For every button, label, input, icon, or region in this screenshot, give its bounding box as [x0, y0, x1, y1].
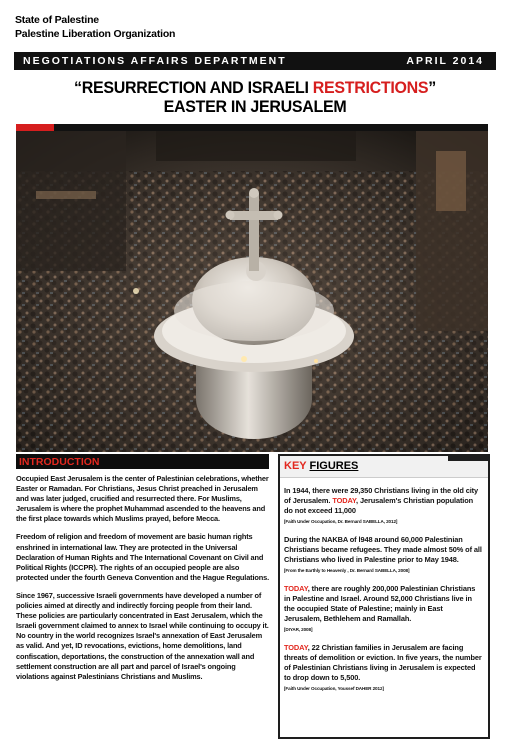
hero-photo-crowd-around-shrine	[16, 131, 488, 452]
department-name: NEGOTIATIONS AFFAIRS DEPARTMENT	[23, 55, 287, 67]
title-line1-post: ”	[428, 79, 436, 98]
key-figure-item	[284, 584, 482, 633]
fact-text: , Jerusalem's Christian population do not exceed 11,000	[284, 496, 474, 515]
key-figures-box	[278, 454, 490, 739]
fact-source: [DIYAR, 2008]	[284, 627, 313, 632]
org-line-state: State of Palestine	[15, 14, 99, 26]
introduction-header	[16, 454, 269, 469]
key-figures-heading-figures: FIGURES	[309, 460, 359, 472]
introduction-paragraph: Freedom of religion and freedom of movement are basic human rights enshrined in international law. They are protected in the Universal Declaration of Human Rights and The International Covenant on Civil and Political Rights (ICCPR). The rights of an occupied people are also protected under the fourth Geneva Convention and the Hague Regulations.	[16, 532, 269, 582]
fact-source: [Faith Under Occupation, Youssef DAHER 2012]	[284, 686, 384, 691]
department-band	[14, 52, 496, 70]
organization-header	[15, 13, 175, 41]
fact-today: TODAY	[332, 496, 357, 505]
key-figure-item	[284, 643, 482, 692]
fact-text: , 22 Christian families in Jerusalem are facing threats of demolition or eviction. In five years, the number of Palestinian Christians living in Jerusalem is expected to drop down to 5,500.	[284, 643, 482, 682]
org-line-plo: Palestine Liberation Organization	[15, 28, 176, 40]
introduction-column	[16, 454, 269, 682]
publication-date: APRIL 2014	[406, 55, 484, 67]
document-title-line2: EASTER IN JERUSALEM	[163, 98, 347, 117]
document-title-line1	[14, 79, 496, 99]
fact-text: In 1944, there were 29,350 Christians living in the old city of Jerusalem.	[284, 486, 479, 505]
fact-source: [Faith Under Occupation, Dr. Bernard SABELLA, 2012]	[284, 519, 398, 524]
key-figures-heading-key: KEY	[284, 460, 307, 472]
introduction-paragraph: Since 1967, successive Israeli governments have developed a number of policies aimed at directly and indirectly forcing people from their land. These policies are particularly concentrated in East Jerusalem, which the Israeli government claimed to annex to Israel while continuing to occupy it. No country in the world recognizes Israel's annexation of East Jerusalem as valid. And yet, ID revocations, evictions, home demolitions, land confiscation, deportations, the construction of the annexation wall and settlement construction are all part and parcel of Israel's ongoing violations against Palestinians Christians and Muslims.	[16, 590, 269, 681]
title-line1-pre: “RESURRECTION AND ISRAELI	[74, 79, 313, 98]
title-highlight: RESTRICTIONS	[312, 79, 429, 98]
fact-text: , there are roughly 200,000 Palestinian Christians in Palestine and Israel. Around 52,000 Christians live in the occupied State of Palestine; mainly in East Jerusalem, Bethlehem and Ramallah.	[284, 584, 476, 623]
key-figures-header	[280, 456, 488, 478]
fact-today: TODAY	[284, 584, 308, 593]
introduction-body	[16, 474, 269, 682]
photo-top-bar	[16, 124, 488, 131]
fact-text: During the NAKBA of l948 around 60,000 Palestinian Christians became refugees. They made almost 50% of all Christians who lived in Palestine prior to May 1948.	[284, 535, 482, 564]
key-figures-corner-tab	[448, 454, 490, 461]
key-figure-item	[284, 486, 482, 525]
key-figures-heading	[284, 459, 358, 474]
introduction-heading: INTRODUCTION	[19, 456, 100, 468]
key-figure-item	[284, 535, 482, 574]
fact-today: TODAY	[284, 643, 308, 652]
introduction-paragraph: Occupied East Jerusalem is the center of Palestinian celebrations, whether Easter or Ramadan. For Christians, Jesus Christ preached in Jerusalem and was later judged, crucified and resurrected there. For Muslims, Jerusalem is where the prophet Muhammad ascended to the heavens and the first place towards which Muslims prayed, before Mecca.	[16, 474, 269, 524]
photo-bar-accent	[16, 124, 54, 131]
fact-source: [From the Earthly to Heavenly , Dr. Bernard SABELLA, 2008]	[284, 568, 410, 573]
key-figures-list	[280, 478, 488, 692]
